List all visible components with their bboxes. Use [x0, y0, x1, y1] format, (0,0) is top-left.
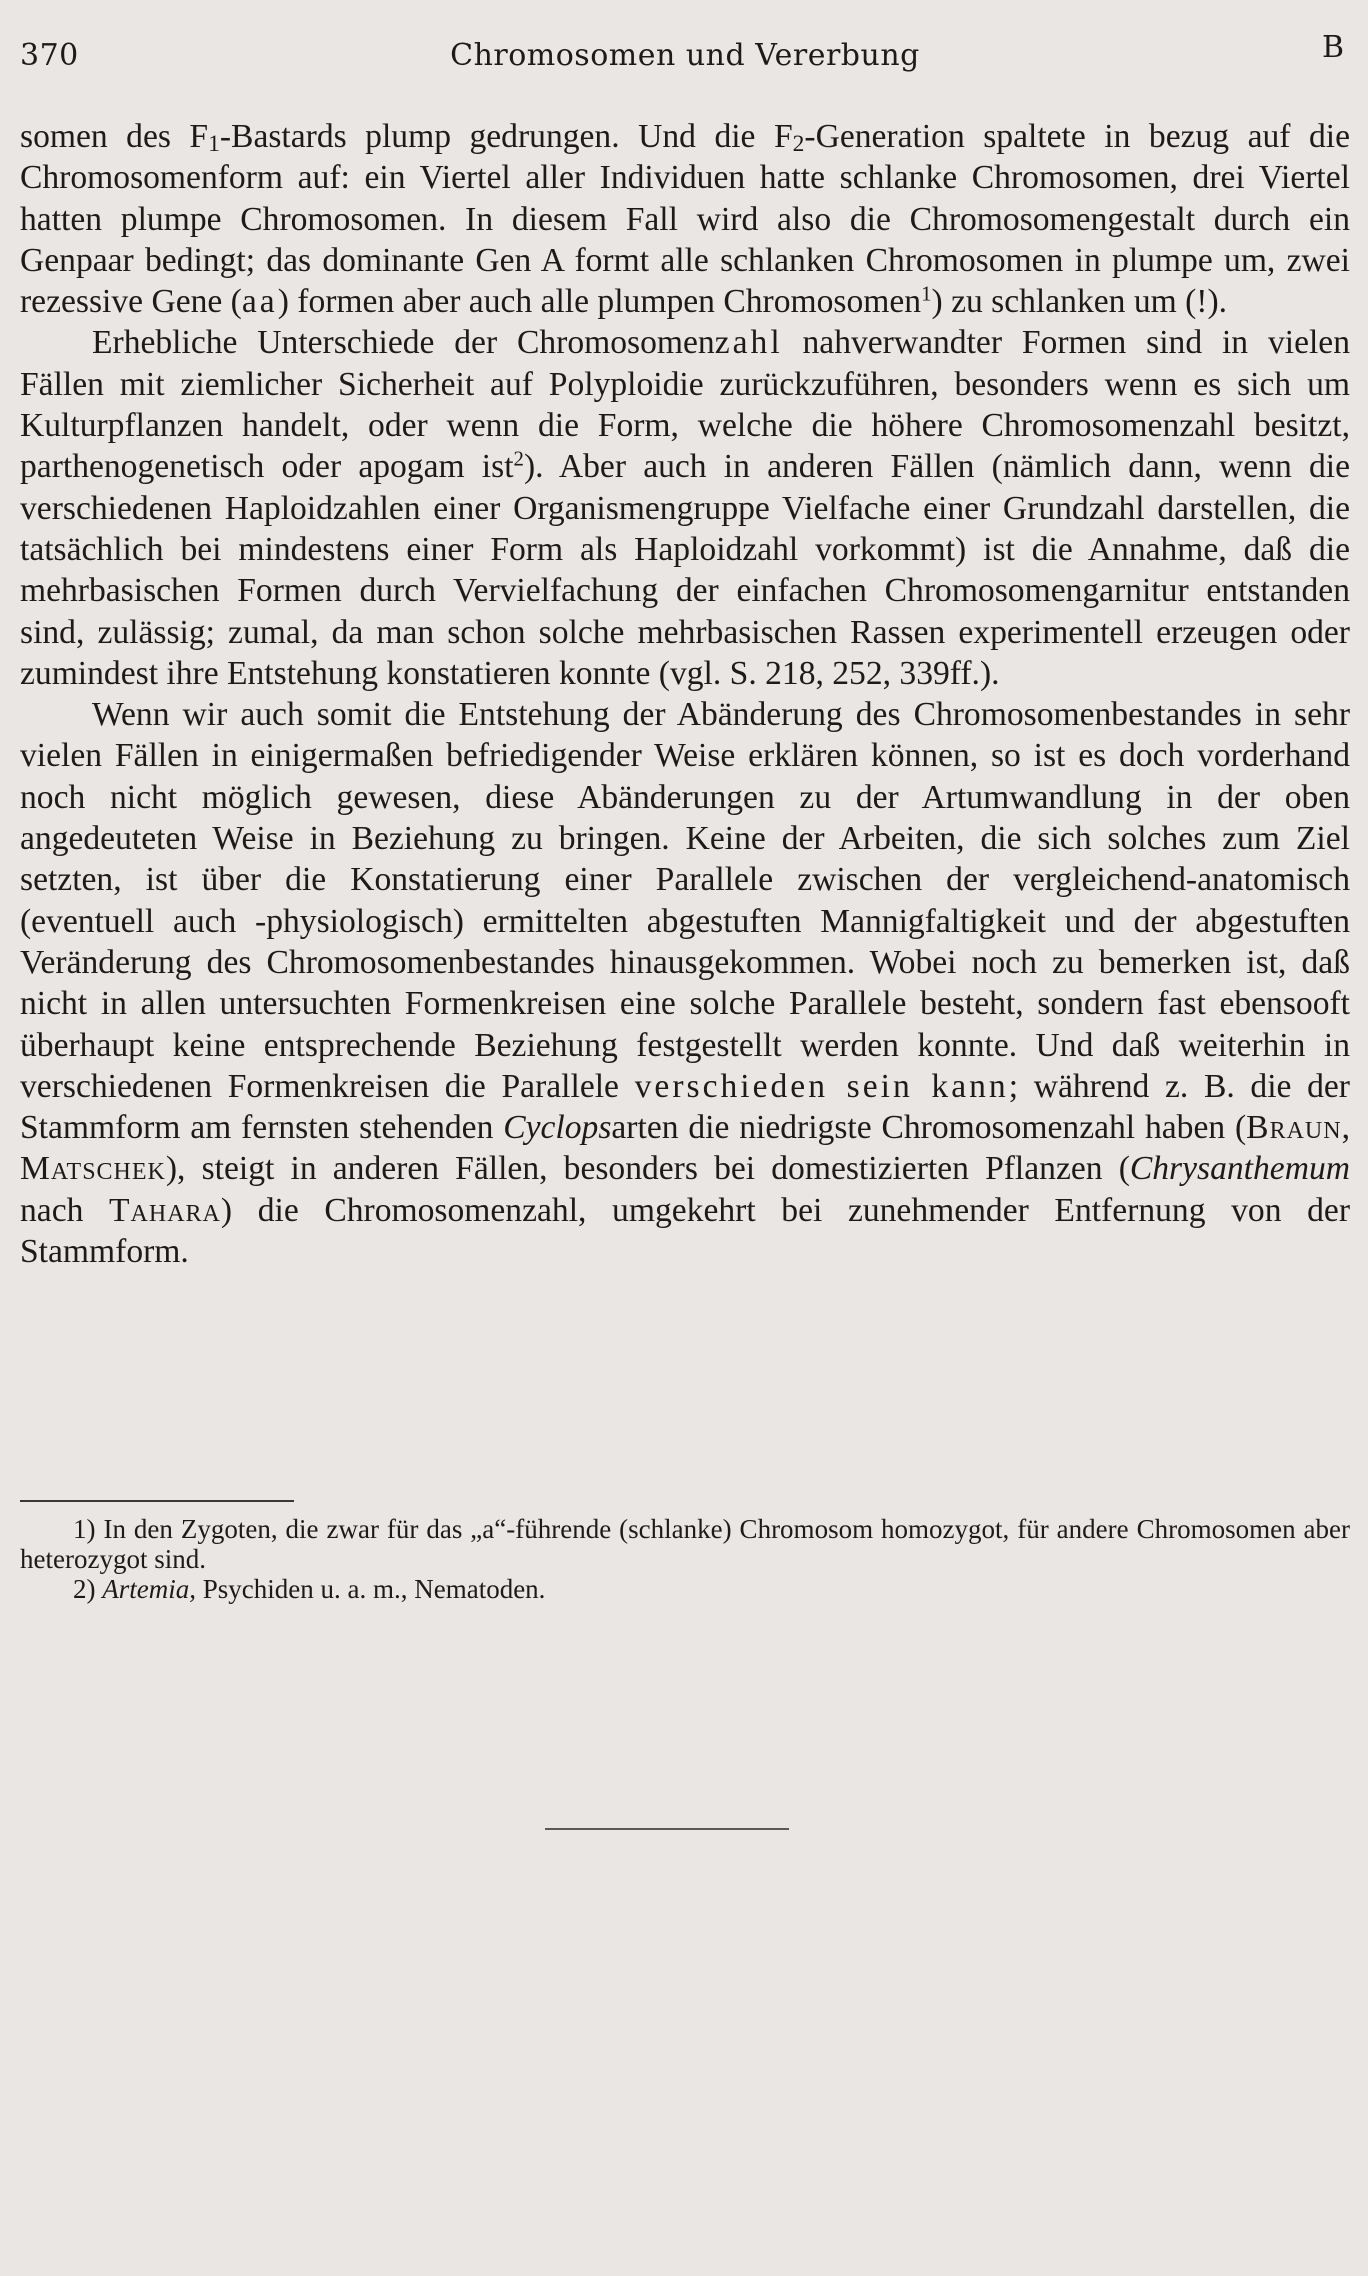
text-run: ; während z. B. die der Stammform am fernsten stehenden [20, 1067, 1350, 1147]
text-run: nahverwandter Formen sind in vielen Fällen mit ziemlicher Sicherheit auf Polyploidie zurückzuführen, besonders wenn es sich um Kulturpflanzen handelt, oder wenn die Form, welche die höhere Chromosomenzahl besitzt, parthenogenetisch oder apogam ist [20, 324, 1350, 486]
text-run: -Generation spaltete in bezug auf die Chromosomenform auf: ein Viertel aller Individuen hatte schlanke Chromosomen, drei Viertel hatten plumpe Chromosomen. In diesem Fall wird also die Chromosomengestalt durch ein Genpaar bedingt; das dominante Gen A formt alle schlanken Chromosomen in plumpe um, zwei rezessive Gene ( [20, 118, 1350, 321]
footnote-2 [20, 1574, 1350, 1604]
italic-text: Cyclops [503, 1109, 612, 1147]
subscript: 2 [792, 131, 805, 158]
text-run: Wenn wir auch somit die Entstehung der Abänderung des Chromosomenbestandes in sehr vielen Fällen in einigermaßen befriedigender Weise erklären können, so ist es doch vorderhand noch nicht möglich gewesen, diese Abänderungen zu der Artumwandlung in der oben angedeuteten Weise in Beziehung zu bringen. Keine der Arbeiten, die sich solches zum Ziel setzten, ist über die Konstatierung einer Parallele zwischen der vergleichend-anatomisch (eventuell auch -physiologisch) ermittelten abgestuften Mannigfaltigkeit und der abgestuften Veränderung des Chromosomenbestandes hinausgekommen. Wobei noch zu bemerken ist, daß nicht in allen untersuchten Formenkreisen eine solche Parallele besteht, sondern fast ebensooft überhaupt keine entsprechende Beziehung festgestellt werden konnte. Und daß weiterhin in verschiedenen Formenkreisen die Parallele [20, 696, 1350, 1105]
text-run: ) formen aber auch alle plumpen Chromosomen [277, 283, 922, 321]
text-run: ). Aber auch in anderen Fällen (nämlich dann, wenn die verschiedenen Haploidzahlen einer Organismengruppe Vielfache einer Grundzahl darstellen, die tatsächlich bei mindestens einer Form als Haploidzahl vorkommt) ist die Annahme, daß die mehrbasischen Formen durch Vervielfachung der einfachen Chromosomengarnitur entstanden sind, zulässig; zumal, da man schon solche mehrbasischen Rassen experimentell erzeugen oder zumindest ihre Entstehung konstatieren konnte (vgl. S. 218, 252, 339ff.). [20, 448, 1350, 692]
footnote-ref-2[interactable]: 2 [513, 446, 524, 471]
text-run: nach [20, 1191, 110, 1229]
text-run: somen des F [20, 118, 209, 155]
text-run: -Bastards plump gedrungen. Und die F [219, 118, 793, 155]
author-name: Braun [1246, 1109, 1342, 1147]
subscript: 1 [208, 131, 220, 158]
spaced-text: aa [241, 283, 278, 321]
paragraph-1 [20, 116, 1350, 322]
text-run: Erhebliche Unterschiede der Chromosomen [92, 324, 715, 362]
text-run: ), steigt in anderen Fällen, besonders bei domestizierten Pflanzen ( [165, 1150, 1130, 1188]
paragraph-2 [20, 322, 1350, 694]
text-run: Psychiden u. a. m., Nematoden. [196, 1574, 546, 1604]
running-title: Chromosomen und Vererbung [450, 38, 920, 73]
paragraph-3 [20, 694, 1350, 1272]
page-number: 370 [20, 38, 79, 73]
spaced-text: zahl [714, 324, 783, 362]
spaced-text: verschieden sein kann [634, 1067, 1009, 1105]
text-run: , [1341, 1109, 1350, 1147]
text-run: ) die Chromosomenzahl, umgekehrt bei zunehmender Entfernung von der Stammform. [20, 1191, 1350, 1271]
main-text [20, 116, 1350, 1272]
italic-text: Chrysanthemum [1129, 1150, 1350, 1188]
section-letter: B [1321, 30, 1344, 65]
end-divider [545, 1828, 789, 1830]
footnote-ref-1[interactable]: 1 [921, 281, 932, 306]
footnotes [20, 1514, 1350, 1604]
italic-text: Artemia, [102, 1574, 196, 1604]
footnote-number: 2) [73, 1574, 103, 1604]
text-run: ) zu schlanken um (!). [931, 283, 1228, 321]
author-name: Matschek [20, 1150, 166, 1188]
footnote-1: 1) In den Zygoten, die zwar für das „a“-führende (schlanke) Chromosom homozygot, für andere Chromosomen aber heterozygot sind. [20, 1514, 1350, 1574]
author-name: Tahara [109, 1191, 221, 1229]
footnote-divider [20, 1500, 294, 1502]
page-header [20, 30, 1350, 76]
text-run: arten die niedrigste Chromosomenzahl haben ( [611, 1109, 1247, 1147]
